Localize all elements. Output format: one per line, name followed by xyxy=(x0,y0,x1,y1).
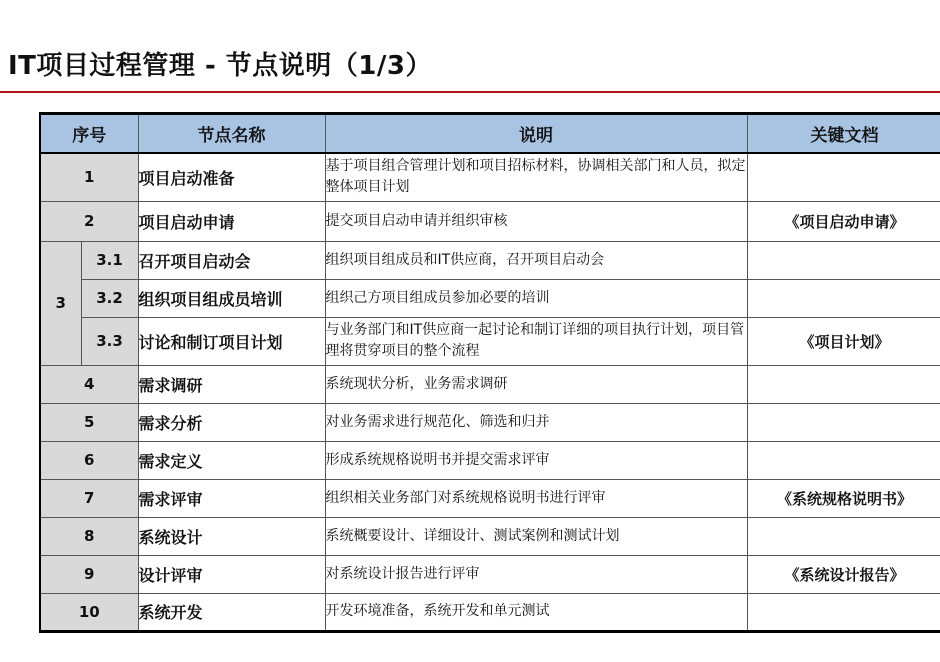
row-name: 需求分析 xyxy=(138,403,325,441)
page-title: IT项目过程管理 - 节点说明（1/3） xyxy=(8,51,432,81)
row-name: 需求评审 xyxy=(138,479,325,517)
row-doc xyxy=(747,365,940,403)
row-doc: 《项目计划》 xyxy=(747,317,940,365)
table-row xyxy=(40,241,940,279)
table-row xyxy=(40,593,940,631)
row-subseq: 3.1 xyxy=(81,241,138,279)
table-row xyxy=(40,555,940,593)
row-desc: 与业务部门和IT供应商一起讨论和制订详细的项目执行计划，项目管理将贯穿项目的整个流程 xyxy=(325,317,747,365)
table-row xyxy=(40,403,940,441)
table-row xyxy=(40,153,940,201)
row-seq: 7 xyxy=(40,479,138,517)
table-header-row xyxy=(40,114,940,154)
row-seq: 3 xyxy=(40,241,81,365)
row-name: 系统设计 xyxy=(138,517,325,555)
row-subseq: 3.3 xyxy=(81,317,138,365)
table-row xyxy=(40,517,940,555)
table-row xyxy=(40,441,940,479)
row-doc xyxy=(747,593,940,631)
row-seq: 6 xyxy=(40,441,138,479)
table-row xyxy=(40,317,940,365)
row-seq: 10 xyxy=(40,593,138,631)
row-seq: 9 xyxy=(40,555,138,593)
row-desc: 提交项目启动申请并组织审核 xyxy=(325,201,747,241)
row-name: 召开项目启动会 xyxy=(138,241,325,279)
row-doc xyxy=(747,403,940,441)
row-desc: 组织项目组成员和IT供应商，召开项目启动会 xyxy=(325,241,747,279)
row-seq: 1 xyxy=(40,153,138,201)
title-divider xyxy=(0,91,940,93)
row-desc: 组织己方项目组成员参加必要的培训 xyxy=(325,279,747,317)
row-desc: 形成系统规格说明书并提交需求评审 xyxy=(325,441,747,479)
row-subseq: 3.2 xyxy=(81,279,138,317)
header-name: 节点名称 xyxy=(138,114,325,154)
row-name: 设计评审 xyxy=(138,555,325,593)
row-doc xyxy=(747,279,940,317)
table-row xyxy=(40,279,940,317)
row-seq: 2 xyxy=(40,201,138,241)
row-name: 讨论和制订项目计划 xyxy=(138,317,325,365)
row-seq: 8 xyxy=(40,517,138,555)
row-doc xyxy=(747,241,940,279)
row-desc: 开发环境准备，系统开发和单元测试 xyxy=(325,593,747,631)
node-table xyxy=(39,112,940,633)
header-seq: 序号 xyxy=(40,114,138,154)
row-desc: 基于项目组合管理计划和项目招标材料，协调相关部门和人员，拟定整体项目计划 xyxy=(325,153,747,201)
row-seq: 4 xyxy=(40,365,138,403)
row-doc: 《项目启动申请》 xyxy=(747,201,940,241)
row-name: 项目启动申请 xyxy=(138,201,325,241)
row-doc xyxy=(747,153,940,201)
row-name: 需求定义 xyxy=(138,441,325,479)
row-seq: 5 xyxy=(40,403,138,441)
table-row xyxy=(40,479,940,517)
row-doc xyxy=(747,517,940,555)
table-row xyxy=(40,365,940,403)
row-name: 系统开发 xyxy=(138,593,325,631)
header-doc: 关键文档 xyxy=(747,114,940,154)
row-doc xyxy=(747,441,940,479)
row-desc: 系统现状分析，业务需求调研 xyxy=(325,365,747,403)
header-desc: 说明 xyxy=(325,114,747,154)
row-doc: 《系统规格说明书》 xyxy=(747,479,940,517)
row-desc: 组织相关业务部门对系统规格说明书进行评审 xyxy=(325,479,747,517)
row-desc: 系统概要设计、详细设计、测试案例和测试计划 xyxy=(325,517,747,555)
row-name: 需求调研 xyxy=(138,365,325,403)
row-desc: 对系统设计报告进行评审 xyxy=(325,555,747,593)
row-name: 组织项目组成员培训 xyxy=(138,279,325,317)
table-row xyxy=(40,201,940,241)
row-name: 项目启动准备 xyxy=(138,153,325,201)
row-doc: 《系统设计报告》 xyxy=(747,555,940,593)
row-desc: 对业务需求进行规范化、筛选和归并 xyxy=(325,403,747,441)
